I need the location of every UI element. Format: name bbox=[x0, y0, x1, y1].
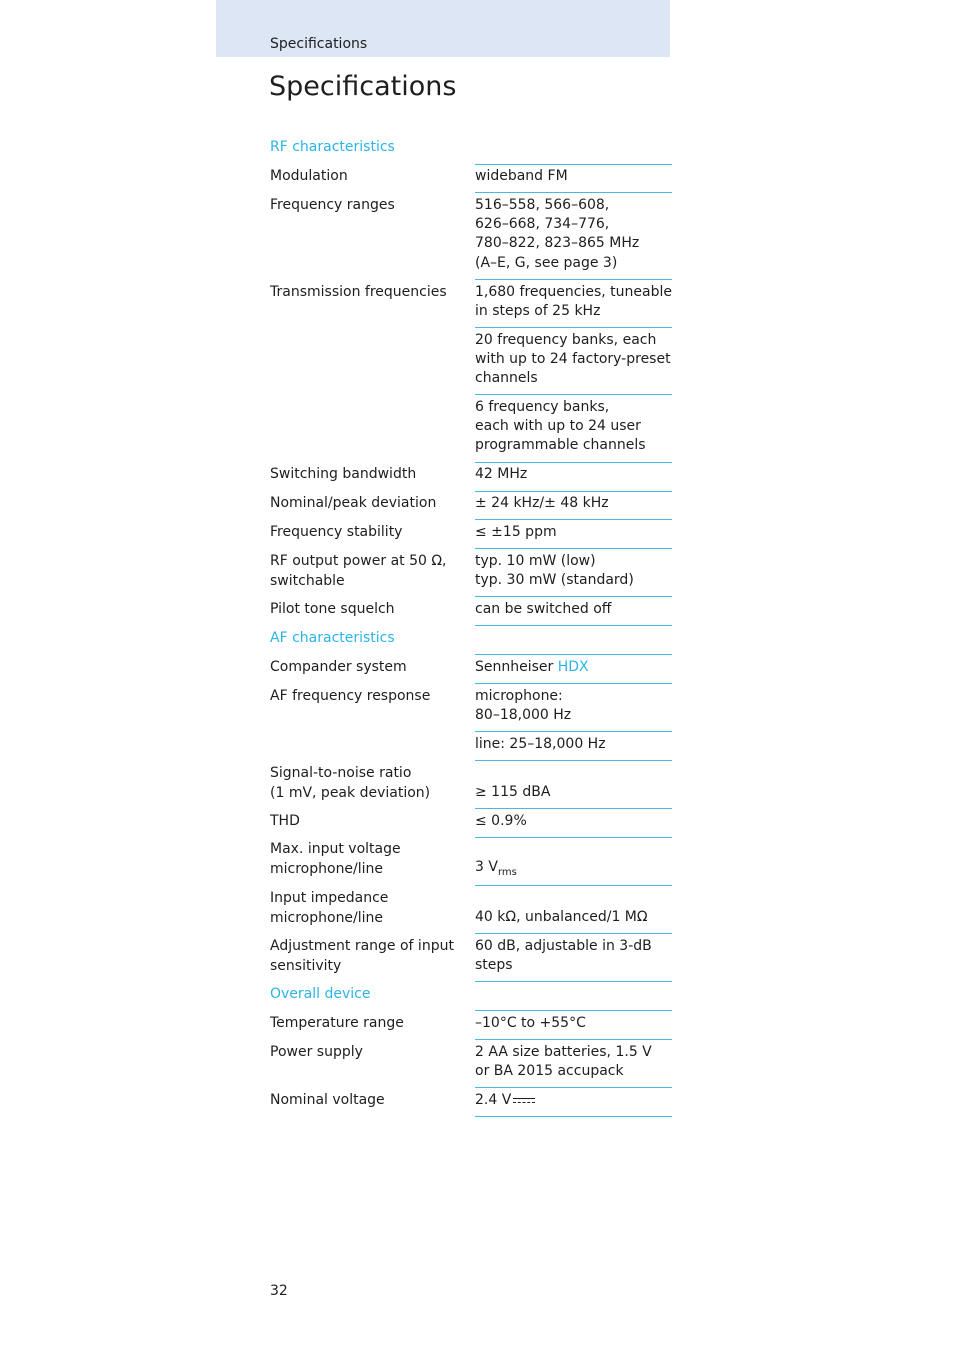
spec-label-power-supply: Power supply bbox=[270, 1044, 363, 1060]
spec-value-modulation: wideband FM bbox=[475, 168, 568, 184]
spec-label-input-impedance: Input impedance microphone/line bbox=[270, 890, 389, 926]
spec-label-frequency-ranges: Frequency ranges bbox=[270, 197, 395, 213]
dc-symbol-icon bbox=[513, 1096, 535, 1106]
value-divider bbox=[475, 683, 672, 684]
spec-label-nominal-voltage: Nominal voltage bbox=[270, 1092, 385, 1108]
spec-value-switching-bandwidth: 42 MHz bbox=[475, 466, 528, 482]
value-divider bbox=[475, 981, 672, 982]
spec-label-temperature-range: Temperature range bbox=[270, 1015, 404, 1031]
spec-value-pilot-tone: can be switched off bbox=[475, 601, 612, 617]
spec-value-frequency-stability: ≤ ±15 ppm bbox=[475, 524, 557, 540]
value-divider bbox=[475, 885, 672, 886]
value-divider bbox=[475, 462, 672, 463]
section-heading-overall: Overall device bbox=[270, 986, 371, 1002]
page-title: Specifications bbox=[269, 71, 457, 102]
value-divider bbox=[475, 1039, 672, 1040]
spec-value-adjustment-range: 60 dB, adjustable in 3-dB steps bbox=[475, 938, 652, 974]
value-divider bbox=[475, 933, 672, 934]
spec-label-transmission-frequencies: Transmission frequencies bbox=[270, 284, 447, 300]
value-divider bbox=[475, 548, 672, 549]
value-divider bbox=[475, 279, 672, 280]
spec-label-adjustment-range: Adjustment range of input sensitivity bbox=[270, 938, 454, 974]
value-divider bbox=[475, 1010, 672, 1011]
spec-label-max-input-voltage: Max. input voltage microphone/line bbox=[270, 841, 401, 877]
spec-label-frequency-stability: Frequency stability bbox=[270, 524, 403, 540]
section-heading-af: AF characteristics bbox=[270, 630, 395, 646]
spec-value-af-response-mic: microphone: 80–18,000 Hz bbox=[475, 688, 572, 724]
hdx-label: HDX bbox=[557, 659, 589, 675]
value-divider bbox=[475, 394, 672, 395]
value-divider bbox=[475, 1116, 672, 1117]
spec-label-rf-output-power: RF output power at 50 Ω, switchable bbox=[270, 553, 447, 589]
value-divider bbox=[475, 596, 672, 597]
spec-value-thd: ≤ 0.9% bbox=[475, 813, 527, 829]
spec-value-temperature-range: –10°C to +55°C bbox=[475, 1015, 586, 1031]
max-input-voltage-value: 3 V bbox=[475, 859, 498, 875]
spec-value-power-supply: 2 AA size batteries, 1.5 V or BA 2015 accupack bbox=[475, 1044, 652, 1080]
value-divider bbox=[475, 1087, 672, 1088]
nominal-voltage-value: 2.4 V bbox=[475, 1092, 512, 1108]
spec-label-modulation: Modulation bbox=[270, 168, 348, 184]
page-number: 32 bbox=[270, 1283, 288, 1299]
spec-value-nominal-voltage bbox=[475, 1091, 672, 1110]
spec-value-transmission-frequencies: 1,680 frequencies, tuneable in steps of 25 kHz bbox=[475, 284, 672, 320]
value-divider bbox=[475, 625, 672, 626]
spec-value-factory-banks: 20 frequency banks, each with up to 24 factory-preset channels bbox=[475, 332, 671, 387]
spec-label-thd: THD bbox=[270, 813, 300, 829]
spec-value-deviation: ± 24 kHz/± 48 kHz bbox=[475, 495, 609, 511]
spec-value-user-banks: 6 frequency banks, each with up to 24 user programmable channels bbox=[475, 399, 646, 454]
value-divider bbox=[475, 327, 672, 328]
value-divider bbox=[475, 760, 672, 761]
value-divider bbox=[475, 164, 672, 165]
spec-label-snr: Signal-to-noise ratio (1 mV, peak deviation) bbox=[270, 765, 431, 801]
compander-brand: Sennheiser bbox=[475, 659, 558, 675]
spec-label-deviation: Nominal/peak deviation bbox=[270, 495, 437, 511]
spec-value-compander bbox=[475, 658, 672, 677]
rms-subscript: rms bbox=[497, 866, 517, 878]
spec-value-rf-output-power: typ. 10 mW (low) typ. 30 mW (standard) bbox=[475, 553, 634, 589]
value-divider bbox=[475, 654, 672, 655]
value-divider bbox=[475, 808, 672, 809]
spec-label-pilot-tone: Pilot tone squelch bbox=[270, 601, 395, 617]
spec-value-input-impedance: 40 kΩ, unbalanced/1 MΩ bbox=[475, 909, 648, 925]
value-divider bbox=[475, 837, 672, 838]
spec-value-frequency-ranges: 516–558, 566–608, 626–668, 734–776, 780–822, 823–865 MHz (A–E, G, see page 3) bbox=[475, 197, 640, 271]
running-head: Specifications bbox=[270, 36, 368, 52]
value-divider bbox=[475, 731, 672, 732]
spec-value-snr: ≥ 115 dBA bbox=[475, 784, 551, 800]
value-divider bbox=[475, 192, 672, 193]
value-divider bbox=[475, 519, 672, 520]
spec-value-af-response-line: line: 25–18,000 Hz bbox=[475, 736, 606, 752]
section-heading-rf: RF characteristics bbox=[270, 139, 395, 155]
spec-label-af-response: AF frequency response bbox=[270, 688, 431, 704]
value-divider bbox=[475, 491, 672, 492]
spec-label-compander: Compander system bbox=[270, 659, 407, 675]
spec-value-max-input-voltage bbox=[475, 858, 672, 882]
spec-label-switching-bandwidth: Switching bandwidth bbox=[270, 466, 417, 482]
